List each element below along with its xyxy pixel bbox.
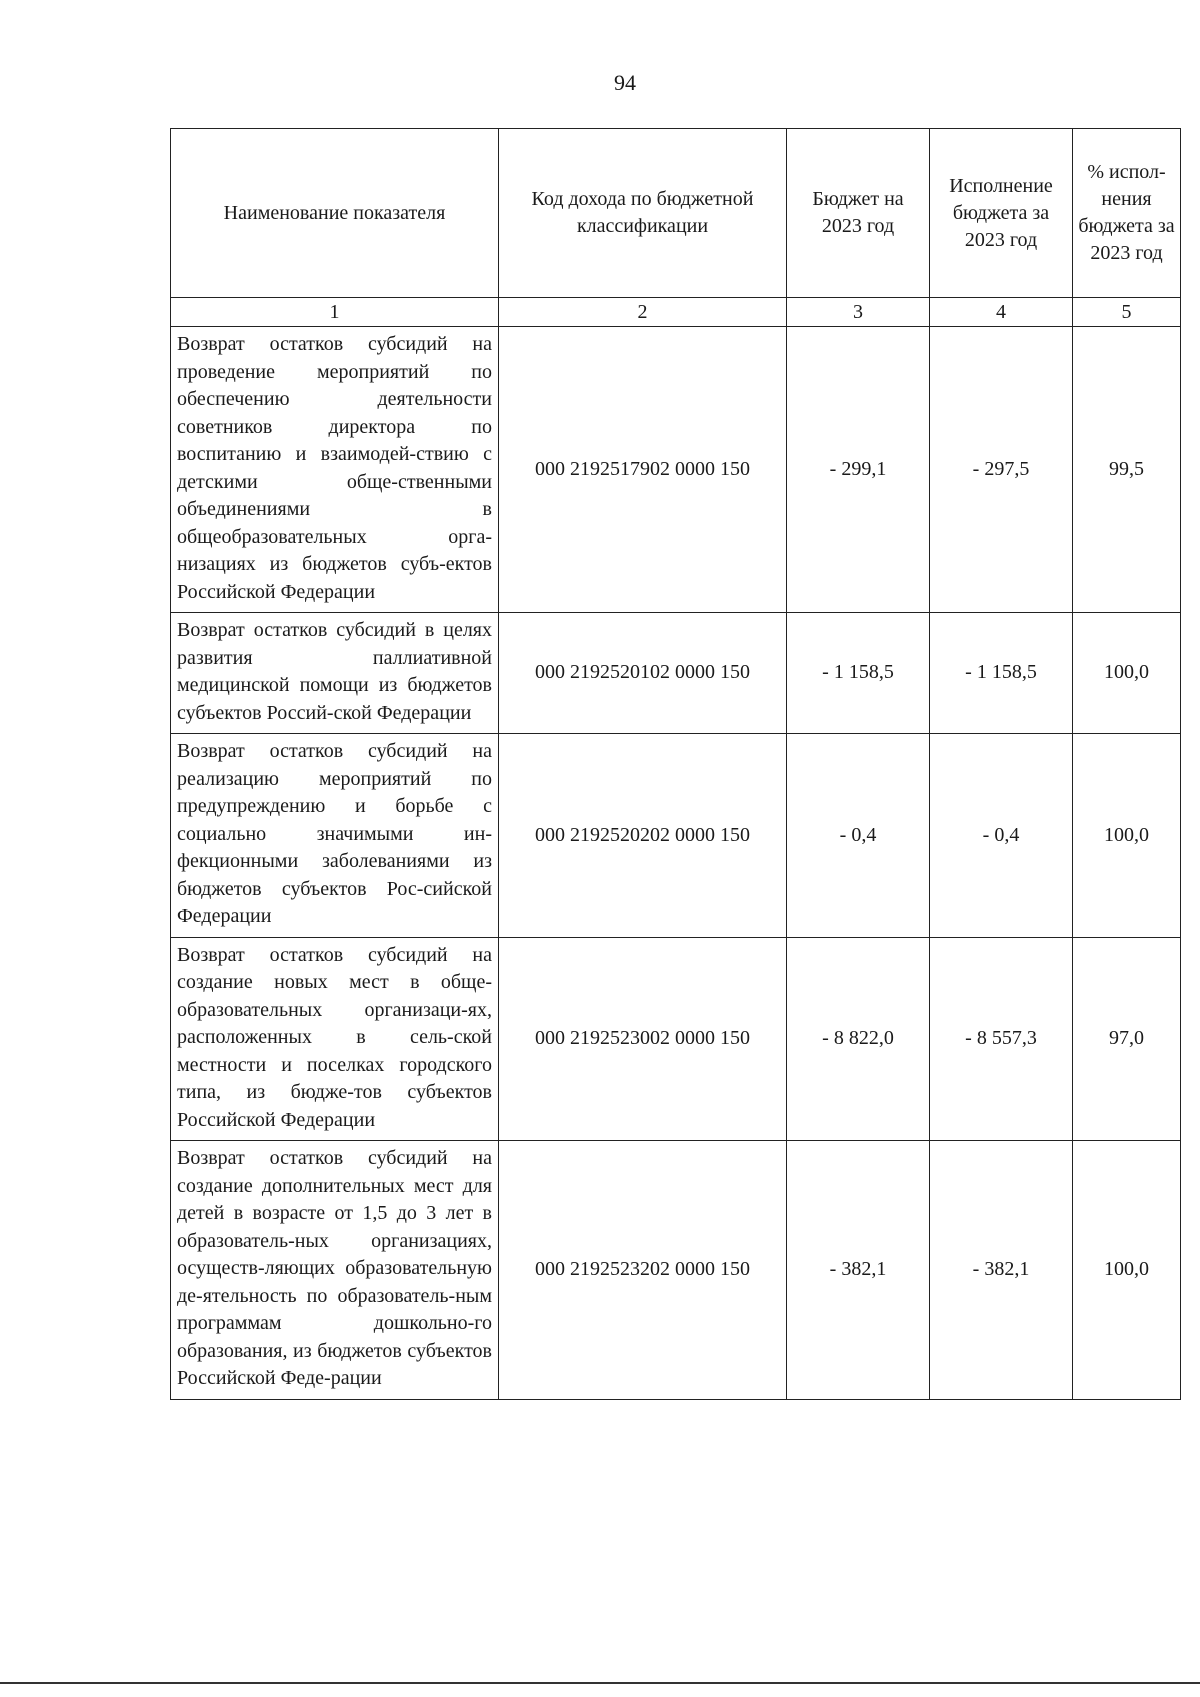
column-number: 4 [930,298,1073,327]
execution-value: - 1 158,5 [930,613,1073,734]
indicator-name: Возврат остатков субсидий на создание дополнительных мест для детей в возрасте от 1,5 до 3 лет в образователь-ных организациях, осуществ-ляющих образовательную де-ятельность по образователь-ным программам дошкольно-го образования, из бюджетов субъектов Российской Феде-рации [171,1141,499,1400]
table-row [171,613,1181,734]
percent-value: 97,0 [1073,937,1181,1141]
page-number: 94 [614,70,636,95]
table-row [171,327,1181,613]
table-row [171,1141,1181,1400]
table-row [171,734,1181,938]
execution-value: - 297,5 [930,327,1073,613]
column-number: 3 [787,298,930,327]
budget-value: - 0,4 [787,734,930,938]
budget-value: - 299,1 [787,327,930,613]
percent-value: 100,0 [1073,613,1181,734]
percent-value: 100,0 [1073,734,1181,938]
execution-value: - 0,4 [930,734,1073,938]
budget-execution-table [170,128,1181,1400]
income-code: 000 2192520202 0000 150 [499,734,787,938]
percent-value: 100,0 [1073,1141,1181,1400]
column-numbering-row [171,298,1181,327]
income-code: 000 2192523202 0000 150 [499,1141,787,1400]
column-number: 2 [499,298,787,327]
indicator-name: Возврат остатков субсидий на проведение мероприятий по обеспечению деятельности советников директора по воспитанию и взаимодей-ствию с детскими обще-ственными объединениями в общеобразовательных орга-низациях из бюджетов субъ-ектов Российской Федерации [171,327,499,613]
income-code: 000 2192523002 0000 150 [499,937,787,1141]
budget-value: - 1 158,5 [787,613,930,734]
header-budget-2023: Бюджет на 2023 год [787,129,930,298]
budget-value: - 382,1 [787,1141,930,1400]
column-number: 1 [171,298,499,327]
header-row [171,129,1181,298]
header-income-code: Код дохода по бюджетной классификации [499,129,787,298]
table-row [171,937,1181,1141]
percent-value: 99,5 [1073,327,1181,613]
budget-value: - 8 822,0 [787,937,930,1141]
execution-value: - 382,1 [930,1141,1073,1400]
indicator-name: Возврат остатков субсидий на реализацию мероприятий по предупреждению и борьбе с социально значимыми ин-фекционными заболеваниями из бюджетов субъектов Рос-сийской Федерации [171,734,499,938]
indicator-name: Возврат остатков субсидий на создание новых мест в обще-образовательных организаци-ях, расположенных в сель-ской местности и поселках городского типа, из бюдже-тов субъектов Российской Федерации [171,937,499,1141]
indicator-name: Возврат остатков субсидий в целях развития паллиативной медицинской помощи из бюджетов субъектов Россий-ской Федерации [171,613,499,734]
execution-value: - 8 557,3 [930,937,1073,1141]
page-bottom-rule [0,1682,1200,1684]
header-indicator-name: Наименование показателя [171,129,499,298]
header-execution-percent: % испол-нения бюджета за 2023 год [1073,129,1181,298]
income-code: 000 2192520102 0000 150 [499,613,787,734]
header-execution-2023: Исполнение бюджета за 2023 год [930,129,1073,298]
column-number: 5 [1073,298,1181,327]
income-code: 000 2192517902 0000 150 [499,327,787,613]
